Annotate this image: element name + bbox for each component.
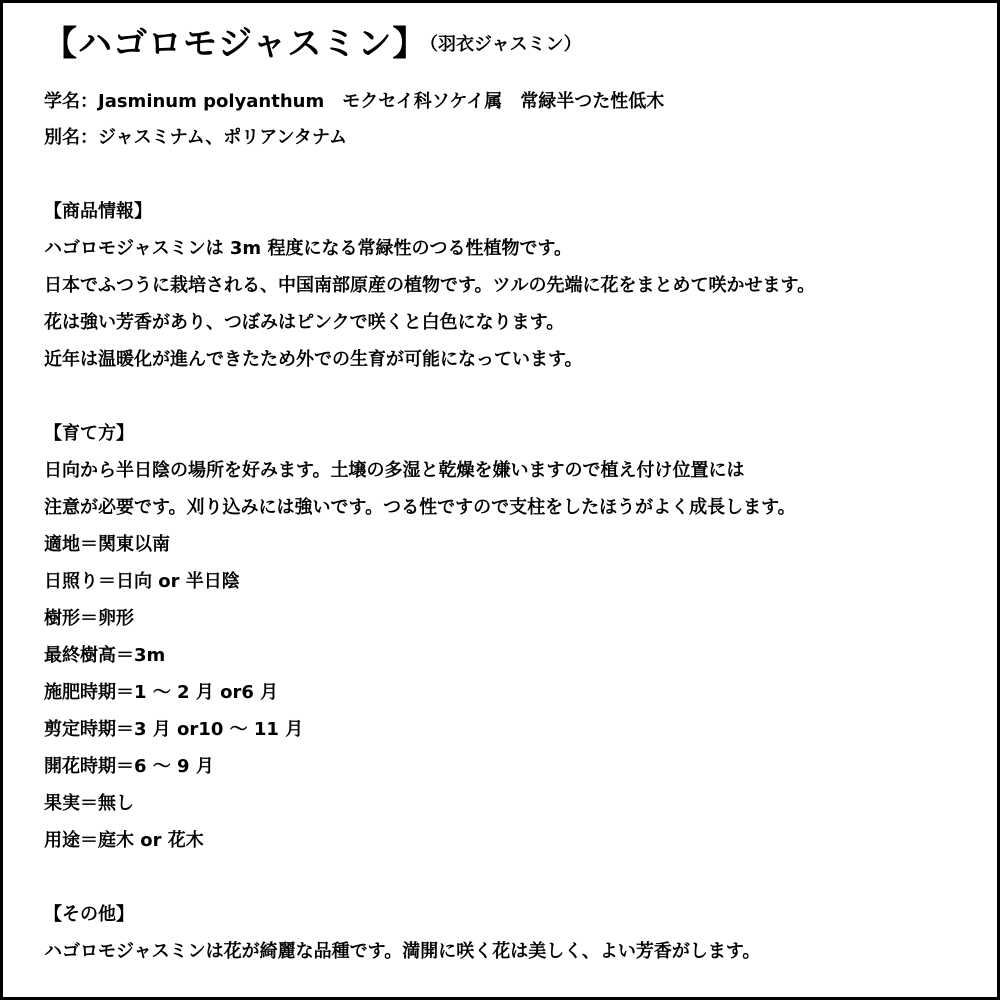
care-spec-sunlight: 日照り＝日向 or 半日陰 — [44, 571, 240, 592]
product-info-line: 花は強い芳香があり、つぼみはピンクで咲くと白色になります。 — [44, 312, 565, 333]
product-info-line: 近年は温暖化が進んできたため外での生育が可能になっています。 — [44, 349, 583, 370]
product-info-heading: 【商品情報】 — [44, 201, 152, 222]
care-line: 日向から半日陰の場所を好みます。土壌の多湿と乾燥を嫌いますので植え付け位置には — [44, 460, 745, 481]
care-spec-suitable-area: 適地＝関東以南 — [44, 534, 170, 555]
care-spec-final-height: 最終樹高＝3m — [44, 645, 166, 666]
care-line: 注意が必要です。刈り込みには強いです。つる性ですので支柱をしたほうがよく成長します。 — [44, 497, 796, 518]
page-title: 【ハゴロモジャスミン】 — [43, 24, 428, 64]
product-info-line: ハゴロモジャスミンは 3m 程度になる常緑性のつる性植物です。 — [44, 238, 573, 259]
other-heading: 【その他】 — [44, 904, 134, 925]
care-spec-tree-shape: 樹形＝卵形 — [44, 608, 134, 629]
page-subtitle: （羽衣ジャスミン） — [420, 34, 582, 55]
other-line: ハゴロモジャスミンは花が綺麗な品種です。満開に咲く花は美しく、よい芳香がします。 — [44, 941, 761, 962]
care-spec-fertilizing: 施肥時期＝1 ～ 2 月 or6 月 — [44, 682, 279, 703]
care-spec-flowering: 開花時期＝6 ～ 9 月 — [44, 756, 214, 777]
care-spec-fruit: 果実＝無し — [44, 793, 134, 814]
scientific-name-line: 学名：Jasminum polyanthum モクセイ科ソケイ属 常緑半つた性低木 — [44, 91, 665, 112]
care-spec-pruning: 剪定時期＝3 月 or10 ～ 11 月 — [44, 719, 304, 740]
product-info-line: 日本でふつうに栽培される、中国南部原産の植物です。ツルの先端に花をまとめて咲かせます。 — [44, 275, 816, 296]
care-heading: 【育て方】 — [44, 423, 134, 444]
alias-line: 別名：ジャスミナム、ポリアンタナム — [44, 127, 347, 148]
care-spec-usage: 用途＝庭木 or 花木 — [44, 830, 204, 851]
